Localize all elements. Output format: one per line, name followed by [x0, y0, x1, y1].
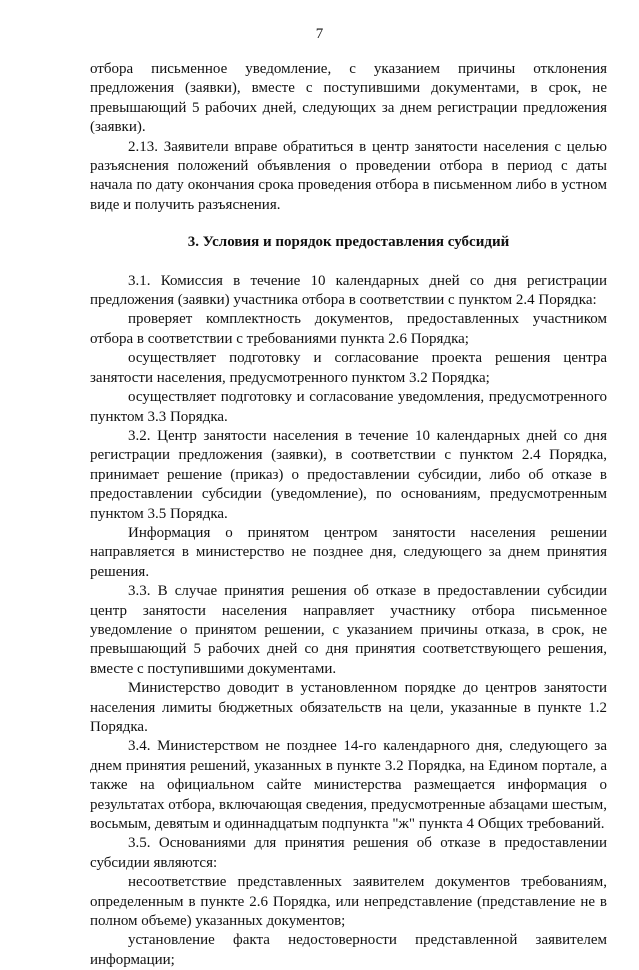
paragraph-3-1-item-check: проверяет комплектность документов, предоставленных участником отбора в соответствии с требованиями пункта 2.6 Порядка;	[90, 311, 607, 347]
paragraph-2-13: 2.13. Заявители вправе обратиться в центр занятости населения с целью разъяснения положений объявления о проведении отбора в период с даты начала по дату окончания срока проведения отбора в письменном либо в устном виде и получить разъяснения.	[90, 138, 607, 213]
paragraph-3-4: 3.4. Министерством не позднее 14-го календарного дня, следующего за днем принятия решений, указанных в пункте 3.2 Порядка, на Едином портале, а также на официальном сайте министерства размещается информация о результатах отбора, включающая сведения, предусмотренные абзацами шестым, восьмым, девятым и одиннадцатым подпункта "ж" пункта 4 Общих требований.	[90, 738, 607, 833]
document-body	[90, 60, 607, 970]
paragraph-3-5-item-mismatch: несоответствие представленных заявителем документов требованиям, определенным в пункте 2.6 Порядка, или непредставление (представление не в полном объеме) указанных документов;	[90, 874, 607, 930]
page-number: 7	[315, 26, 324, 42]
paragraph-information: Информация о принятом центром занятости населения решении направляется в министерство не позднее дня, следующего за днем принятия решения.	[90, 524, 607, 580]
paragraph-ministry-limits: Министерство доводит в установленном порядке до центров занятости населения лимиты бюджетных обязательств на цели, указанные в пункте 1.2 Порядка.	[90, 680, 607, 735]
paragraph-3-2: 3.2. Центр занятости населения в течение 10 календарных дней со дня регистрации предложения (заявки), в соответствии с пунктом 2.4 Порядка, принимает решение (приказ) о предоставлении субсидии, либо об отказе в предоставлении субсидии (уведомление), по основаниям, предусмотренным пунктом 3.5 Порядка.	[90, 427, 607, 522]
paragraph-continuation: отбора письменное уведомление, с указанием причины отклонения предложения (заявки), вместе с поступившими документами, в срок, не превышающий 5 рабочих дней, следующих за днем регистрации предложения (заявки).	[90, 61, 607, 136]
paragraph-3-5: 3.5. Основаниями для принятия решения об отказе в предоставлении субсидии являются:	[90, 835, 607, 871]
paragraph-3-1-item-decision: осуществляет подготовку и согласование проекта решения центра занятости населения, предусмотренного пунктом 3.2 Порядка;	[90, 350, 607, 386]
paragraph-3-1: 3.1. Комиссия в течение 10 календарных дней со дня регистрации предложения (заявки) участника отбора в соответствии с пунктом 2.4 Порядка:	[90, 272, 607, 309]
paragraph-3-3: 3.3. В случае принятия решения об отказе в предоставлении субсидии центр занятости населения направляет участнику отбора письменное уведомление о принятом решении, с указанием причины отказа, в срок, не превышающий 5 рабочих дней со дня принятия соответствующего решения, вместе с поступившими документами.	[90, 583, 607, 677]
paragraph-3-1-item-notice: осуществляет подготовку и согласование уведомления, предусмотренного пунктом 3.3 Порядка.	[90, 389, 607, 425]
section-heading: 3. Условия и порядок предоставления субсидий	[187, 234, 510, 251]
paragraph-3-5-item-unreliable: установление факта недостоверности представленной заявителем информации;	[90, 932, 607, 968]
